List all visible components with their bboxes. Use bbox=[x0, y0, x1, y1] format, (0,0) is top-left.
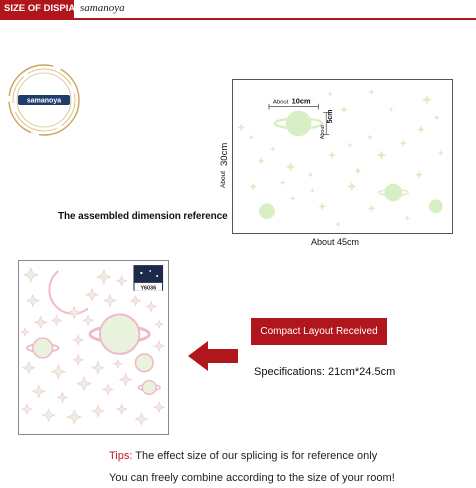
left-arrow-icon bbox=[188, 341, 238, 371]
planet-bottom-left bbox=[259, 203, 275, 219]
moon-shape bbox=[386, 96, 412, 121]
planet-height-value: 5cm bbox=[327, 109, 335, 124]
star-shape bbox=[347, 182, 357, 192]
height-value: 30cm bbox=[219, 142, 230, 166]
star-shape bbox=[309, 188, 315, 194]
planet-medium bbox=[384, 184, 402, 202]
sheet-planet-left bbox=[33, 338, 53, 358]
tips-text: The effect size of our splicing is for reference only bbox=[132, 450, 378, 462]
sheet-planet-right bbox=[135, 354, 153, 372]
dimension-diagram bbox=[232, 79, 453, 234]
star-shape bbox=[377, 150, 387, 160]
star-shape bbox=[434, 115, 440, 121]
star-shape bbox=[257, 157, 265, 165]
width-dimension: About 45cm bbox=[311, 237, 360, 247]
star-shape bbox=[335, 221, 341, 227]
combine-text: You can freely combine according to the size of your room! bbox=[109, 472, 395, 484]
star-shape bbox=[237, 123, 245, 131]
sheet-planet-large bbox=[100, 314, 139, 353]
star-shape bbox=[347, 142, 353, 148]
star-shape bbox=[249, 183, 257, 191]
header-brand: samanoya bbox=[80, 2, 125, 14]
planet-height-about: About bbox=[320, 125, 327, 140]
header-divider bbox=[0, 18, 476, 20]
planet-width-about: About bbox=[272, 99, 289, 106]
star-shape bbox=[389, 107, 394, 112]
star-shape bbox=[438, 150, 444, 156]
star-shape bbox=[307, 172, 313, 178]
star-shape bbox=[248, 134, 254, 140]
star-shape bbox=[340, 106, 348, 114]
star-shape bbox=[290, 195, 296, 201]
star-shape bbox=[404, 215, 410, 221]
star-shape bbox=[399, 139, 407, 147]
star-shape bbox=[286, 162, 296, 172]
specifications-text: Specifications: 21cm*24.5cm bbox=[254, 366, 396, 378]
star-shape bbox=[369, 89, 375, 95]
star-shape bbox=[417, 125, 425, 133]
star-shape bbox=[270, 146, 276, 152]
tips-line bbox=[109, 450, 377, 462]
height-dimension bbox=[216, 142, 230, 190]
star-shape bbox=[327, 91, 333, 97]
planet-large bbox=[286, 111, 312, 137]
brand-logo bbox=[6, 62, 82, 138]
product-sheet bbox=[18, 260, 169, 435]
compact-layout-button[interactable]: Compact Layout Received bbox=[251, 318, 387, 345]
star-shape bbox=[354, 167, 362, 175]
star-shape bbox=[415, 171, 423, 179]
star-shape bbox=[280, 180, 286, 186]
sheet-planet-small bbox=[142, 381, 156, 395]
star-shape bbox=[422, 95, 432, 105]
star-shape bbox=[368, 204, 376, 212]
header-tag: SIZE OF DISPIA bbox=[0, 0, 74, 18]
package-label: Y6036 bbox=[140, 285, 157, 292]
planet-small bbox=[429, 199, 443, 213]
star-shape bbox=[318, 202, 326, 210]
star-shape bbox=[328, 151, 336, 159]
planet-width-value: 10cm bbox=[291, 96, 311, 106]
assembled-caption: The assembled dimension reference bbox=[58, 211, 228, 222]
logo-text: samanoya bbox=[26, 97, 62, 105]
tips-label: Tips: bbox=[109, 450, 133, 462]
height-about: About bbox=[220, 171, 227, 188]
star-shape bbox=[367, 134, 373, 140]
